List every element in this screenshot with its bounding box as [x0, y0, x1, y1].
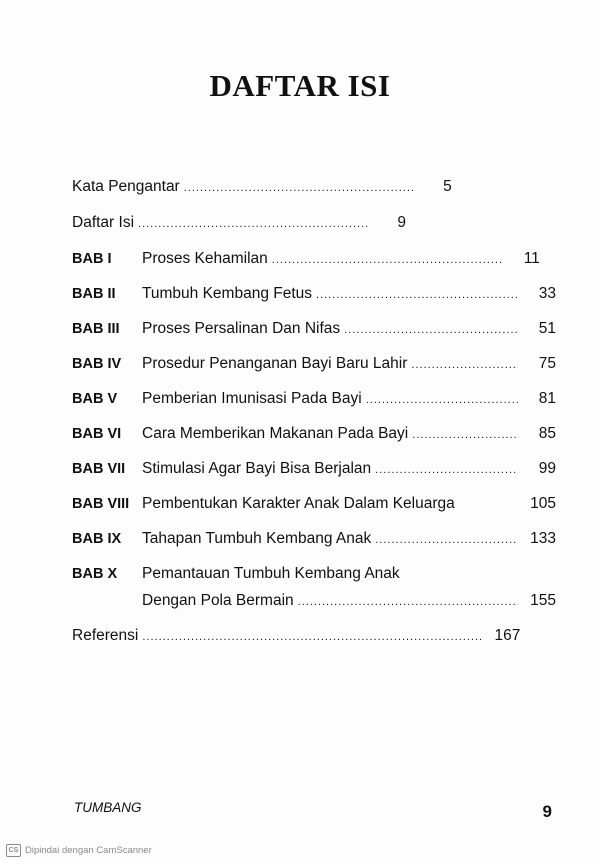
- toc-entry-bab-10-continued: [142, 592, 556, 614]
- toc-entry-title: Pembentukan Karakter Anak Dalam Keluarga: [142, 495, 455, 512]
- toc-entry-title: Referensi: [72, 627, 139, 644]
- toc-entry-referensi: [72, 627, 556, 649]
- toc-entry-bab-9: [72, 530, 556, 552]
- toc-entry-bab-4: [72, 355, 556, 377]
- toc-chapter-label: BAB II: [72, 286, 116, 302]
- toc-entry-bab-8: [72, 495, 556, 517]
- toc-entry-bab-1: [72, 250, 556, 272]
- toc-leader-dots: [316, 289, 518, 301]
- toc-chapter-label: BAB VI: [72, 426, 122, 442]
- toc-leader-dots: [366, 394, 518, 406]
- toc-leader-dots: [375, 534, 518, 546]
- toc-page-number: 51: [538, 320, 556, 337]
- toc-entry-title: Tumbuh Kembang Fetus: [142, 285, 313, 302]
- page-title: DAFTAR ISI: [209, 68, 391, 103]
- toc-page-number: 11: [523, 250, 540, 267]
- camscanner-logo-icon: CS: [6, 844, 21, 857]
- toc-leader-dots: [272, 254, 502, 266]
- toc-leader-dots: [142, 631, 482, 643]
- toc-page-number: 99: [538, 460, 556, 477]
- toc-entry-title: Pemberian Imunisasi Pada Bayi: [142, 390, 362, 407]
- toc-entry-bab-5: [72, 390, 556, 412]
- toc-leader-dots: [184, 182, 414, 194]
- toc-entry-bab-10: [72, 565, 556, 587]
- toc-page-number: 9: [397, 214, 407, 231]
- toc-leader-dots: [344, 324, 518, 336]
- toc-entry-title: Tahapan Tumbuh Kembang Anak: [142, 530, 372, 547]
- footer-page-number: 9: [542, 802, 552, 821]
- toc-entry-kata-pengantar: [72, 178, 556, 200]
- toc-chapter-label: BAB IV: [72, 356, 122, 372]
- toc-entry-title: Proses Persalinan Dan Nifas: [142, 320, 341, 337]
- scanner-watermark: [6, 844, 152, 857]
- toc-page-number: 85: [538, 425, 556, 442]
- toc-chapter-label: BAB VIII: [72, 496, 130, 512]
- toc-entry-title: Cara Memberikan Makanan Pada Bayi: [142, 425, 409, 442]
- toc-entry-bab-6: [72, 425, 556, 447]
- toc-chapter-label: BAB X: [72, 566, 118, 582]
- toc-entry-bab-3: [72, 320, 556, 342]
- toc-leader-dots: [412, 429, 518, 441]
- toc-page-number: 133: [530, 530, 556, 547]
- toc-page-number: 167: [494, 627, 521, 644]
- toc-page-number: 33: [538, 285, 556, 302]
- toc-leader-dots: [411, 359, 518, 371]
- toc-page-number: 105: [530, 495, 556, 512]
- toc-entry-bab-2: [72, 285, 556, 307]
- toc-page-number: 81: [538, 390, 556, 407]
- toc-leader-dots: [375, 464, 518, 476]
- toc-entry-title: Daftar Isi: [72, 214, 135, 231]
- toc-entry-title: Pemantauan Tumbuh Kembang Anak: [142, 565, 400, 582]
- toc-entry-title-line2: Dengan Pola Bermain: [142, 592, 294, 609]
- toc-chapter-label: BAB VII: [72, 461, 126, 477]
- toc-page-number: 155: [530, 592, 556, 609]
- toc-leader-dots: [298, 596, 518, 608]
- toc-chapter-label: BAB IX: [72, 531, 122, 547]
- toc-entry-title: Proses Kehamilan: [142, 250, 268, 267]
- toc-entry-title: Prosedur Penanganan Bayi Baru Lahir: [142, 355, 408, 372]
- toc-entry-title: Stimulasi Agar Bayi Bisa Berjalan: [142, 460, 372, 477]
- toc-leader-dots: [138, 218, 368, 230]
- toc-page-number: 5: [443, 178, 452, 195]
- toc-chapter-label: BAB V: [72, 391, 118, 407]
- toc-page-number: 75: [538, 355, 556, 372]
- toc-entry-title: Kata Pengantar: [72, 178, 180, 195]
- footer-book-title: TUMBANG: [74, 800, 142, 815]
- toc-chapter-label: BAB I: [72, 251, 112, 267]
- toc-entry-bab-7: [72, 460, 556, 482]
- toc-entry-daftar-isi: [72, 214, 556, 236]
- watermark-text: Dipindai dengan CamScanner: [25, 845, 152, 856]
- toc-chapter-label: BAB III: [72, 321, 120, 337]
